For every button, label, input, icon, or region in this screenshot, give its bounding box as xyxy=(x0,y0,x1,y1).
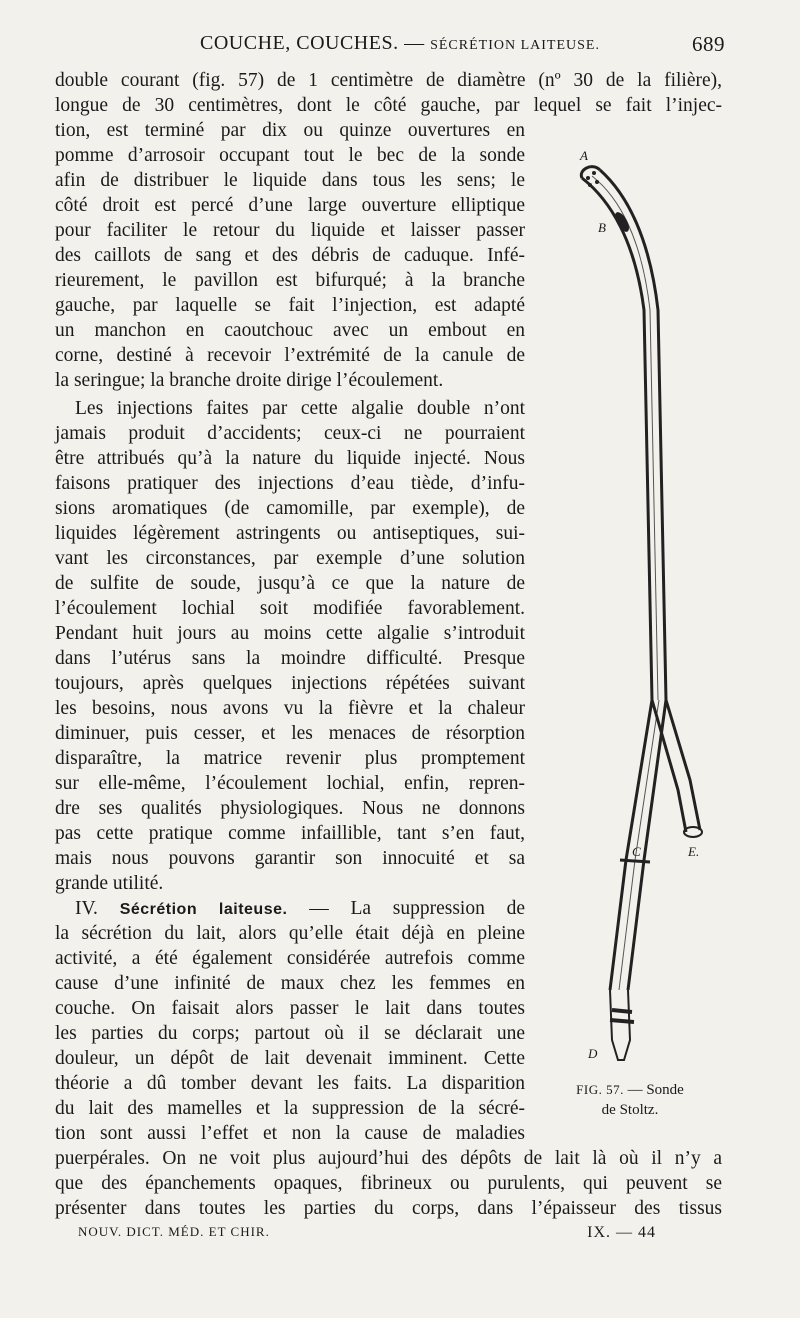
section-heading-line xyxy=(55,896,525,921)
text-line: un manchon en caoutchouc avec un embout en xyxy=(55,320,525,341)
text-line: l’écoulement lochial soit modifiée favorablement. xyxy=(55,598,525,619)
figure-label-a: A xyxy=(580,148,588,163)
figure-label-d: D xyxy=(588,1046,598,1061)
text-line: pour faciliter le retour du liquide et laisser passer xyxy=(55,220,525,241)
section-number: IV. xyxy=(75,898,98,919)
figure-label-c: C xyxy=(632,844,641,859)
text-line: présenter dans toutes les parties du corps, dans l’épaisseur des tissus xyxy=(55,1198,722,1219)
text-line: dre ses qualités physiologiques. Nous ne donnons xyxy=(55,798,525,819)
text-line: de sulfite de soude, jusqu’à ce que la nature de xyxy=(55,573,525,594)
catheter-figure xyxy=(540,140,740,1100)
text-line: vant les circonstances, par exemple d’une solution xyxy=(55,548,525,569)
figure-label-e: E. xyxy=(688,844,700,859)
footer-publication: NOUV. DICT. MÉD. ET CHIR. xyxy=(78,1224,270,1239)
text-line: Les injections faites par cette algalie double n’ont xyxy=(75,398,525,419)
text-line: toujours, après quelques injections répétées suivant xyxy=(55,673,525,694)
text-line: double courant (fig. 57) de 1 centimètre de diamètre (nº 30 de la filière), xyxy=(55,70,722,91)
running-title-main: COUCHE, COUCHES. — xyxy=(200,32,425,54)
running-title xyxy=(200,32,600,55)
page-footer xyxy=(78,1224,656,1246)
text-line: corne, destiné à recevoir l’extrémité de la canule de xyxy=(55,345,525,366)
text-line: sions aromatiques (de camomille, par exemple), de xyxy=(55,498,525,519)
text-line: disparaître, la matrice revenir plus promptement xyxy=(55,748,525,769)
footer-signature: IX. — 44 xyxy=(587,1224,656,1241)
section-lead-text: — La suppression de xyxy=(309,898,525,919)
text-line: Pendant huit jours au moins cette algalie s’introduit xyxy=(55,623,525,644)
text-line: faisons pratiquer des injections d’eau tiède, d’infu- xyxy=(55,473,525,494)
text-line: la sécrétion du lait, alors qu’elle était déjà en pleine xyxy=(55,923,525,944)
text-line: être attribués qu’à la nature du liquide injecté. Nous xyxy=(55,448,525,469)
text-line: pas cette pratique comme infaillible, tant s’en faut, xyxy=(55,823,525,844)
text-line: activité, a été également considérée autrefois comme xyxy=(55,948,525,969)
text-line: la seringue; la branche droite dirige l’écoulement. xyxy=(55,370,444,391)
text-line: jamais produit d’accidents; ceux-ci ne pourraient xyxy=(55,423,525,444)
text-line: tion, est terminé par dix ou quinze ouvertures en xyxy=(55,120,525,141)
text-line: douleur, un dépôt de lait devenait imminent. Cette xyxy=(55,1048,525,1069)
text-line: des caillots de sang et des débris de caduque. Infé- xyxy=(55,245,525,266)
text-line: couche. On faisait alors passer le lait dans toutes xyxy=(55,998,525,1019)
text-line: du lait des mamelles et la suppression de la sécré- xyxy=(55,1098,525,1119)
text-line: les besoins, nous avons vu la fièvre et la chaleur xyxy=(55,698,525,719)
running-title-section: SÉCRÉTION LAITEUSE. xyxy=(430,38,600,53)
section-title: Sécrétion laiteuse. xyxy=(119,901,288,918)
text-line: afin de distribuer le liquide dans tous les sens; le xyxy=(55,170,525,191)
caption-text: — Sonde xyxy=(627,1082,684,1098)
text-line: côté droit est percé d’une large ouverture elliptique xyxy=(55,195,525,216)
text-line: puerpérales. On ne voit plus aujourd’hui des dépôts de lait là où il n’y a xyxy=(55,1148,722,1169)
figure-label-b: B xyxy=(598,220,606,235)
text-line: dans l’utérus sans la moindre difficulté. Presque xyxy=(55,648,525,669)
text-line: tion sont aussi l’effet et non la cause de maladies xyxy=(55,1123,525,1144)
text-line: diminuer, puis cesser, et les menaces de résorption xyxy=(55,723,525,744)
page-number: 689 xyxy=(692,32,725,56)
text-line: grande utilité. xyxy=(55,873,164,894)
text-line: que des épanchements opaques, fibrineux ou purulents, qui peuvent se xyxy=(55,1173,722,1194)
text-line: gauche, par laquelle se fait l’injection, est adapté xyxy=(55,295,525,316)
text-line: mais nous pouvons garantir son innocuité et sa xyxy=(55,848,525,869)
catheter-illustration xyxy=(540,140,740,1100)
figure-caption xyxy=(560,1080,700,1120)
text-line: rieurement, le pavillon est bifurqué; à la branche xyxy=(55,270,525,291)
page-header xyxy=(55,32,725,60)
caption-line-2: de Stoltz. xyxy=(601,1102,659,1118)
caption-figure-number: FIG. 57. xyxy=(576,1082,624,1097)
text-line: théorie a dû tomber devant les faits. La disparition xyxy=(55,1073,525,1094)
text-line: sur elle-même, l’écoulement lochial, enfin, repren- xyxy=(55,773,525,794)
text-line: longue de 30 centimètres, dont le côté gauche, par lequel se fait l’injec- xyxy=(55,95,722,116)
text-line: cause d’une infinité de maux chez les femmes en xyxy=(55,973,525,994)
text-line: liquides légèrement astringents ou antiseptiques, sui- xyxy=(55,523,525,544)
text-line: les parties du corps; partout où il se déclarait une xyxy=(55,1023,525,1044)
text-line: pomme d’arrosoir occupant tout le bec de la sonde xyxy=(55,145,525,166)
caption-line-1 xyxy=(560,1080,700,1100)
